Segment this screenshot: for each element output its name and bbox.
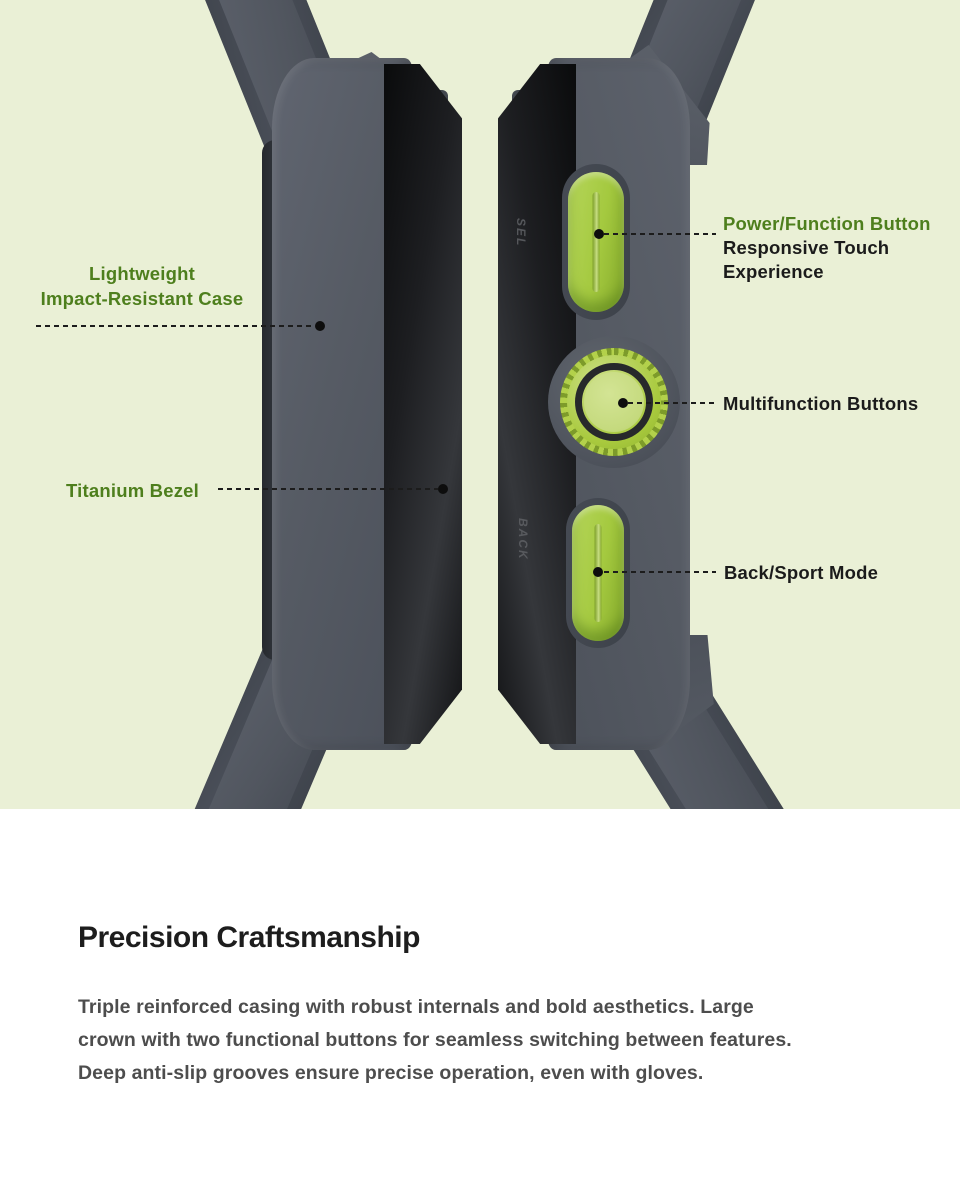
callout-power-leader-line — [604, 233, 716, 235]
callout-case-label — [26, 261, 258, 311]
callout-power-sub2: Experience — [723, 261, 824, 282]
callout-power-title: Power/Function Button — [723, 213, 931, 234]
callout-bezel-leader-line — [218, 488, 438, 490]
bezel-engraving-top: SEL — [514, 218, 528, 248]
callout-multifunction-leader-line — [628, 402, 716, 404]
callout-case-dot — [315, 321, 325, 331]
callout-case-line1: Lightweight — [89, 263, 195, 284]
callout-multifunction-dot — [618, 398, 628, 408]
left-watch-titanium-bezel — [384, 64, 462, 744]
power-function-button — [568, 172, 624, 312]
callout-case-leader-line — [36, 325, 314, 327]
callout-power-sub1: Responsive Touch — [723, 237, 890, 258]
info-section — [0, 809, 960, 1196]
bezel-engraving-bottom: BACK — [516, 518, 530, 561]
callout-back-leader-line — [604, 571, 716, 573]
button-groove — [593, 192, 600, 293]
callout-back-dot — [593, 567, 603, 577]
callout-case-line2: Impact-Resistant Case — [40, 288, 244, 309]
callout-multifunction-label: Multifunction Buttons — [723, 393, 919, 414]
callout-bezel-label: Titanium Bezel — [66, 480, 200, 501]
section-body — [78, 991, 890, 1090]
section-heading: Precision Craftsmanship — [78, 921, 420, 954]
section-body-line2: crown with two functional buttons for seamless switching between features. — [78, 1029, 792, 1051]
section-body-line1: Triple reinforced casing with robust internals and bold aesthetics. Large — [78, 996, 754, 1018]
callout-bezel-dot — [438, 484, 448, 494]
callout-power-dot — [594, 229, 604, 239]
section-body-line3: Deep anti-slip grooves ensure precise operation, even with gloves. — [78, 1062, 704, 1084]
callout-power-label — [723, 212, 931, 284]
callout-back-label: Back/Sport Mode — [724, 562, 879, 583]
